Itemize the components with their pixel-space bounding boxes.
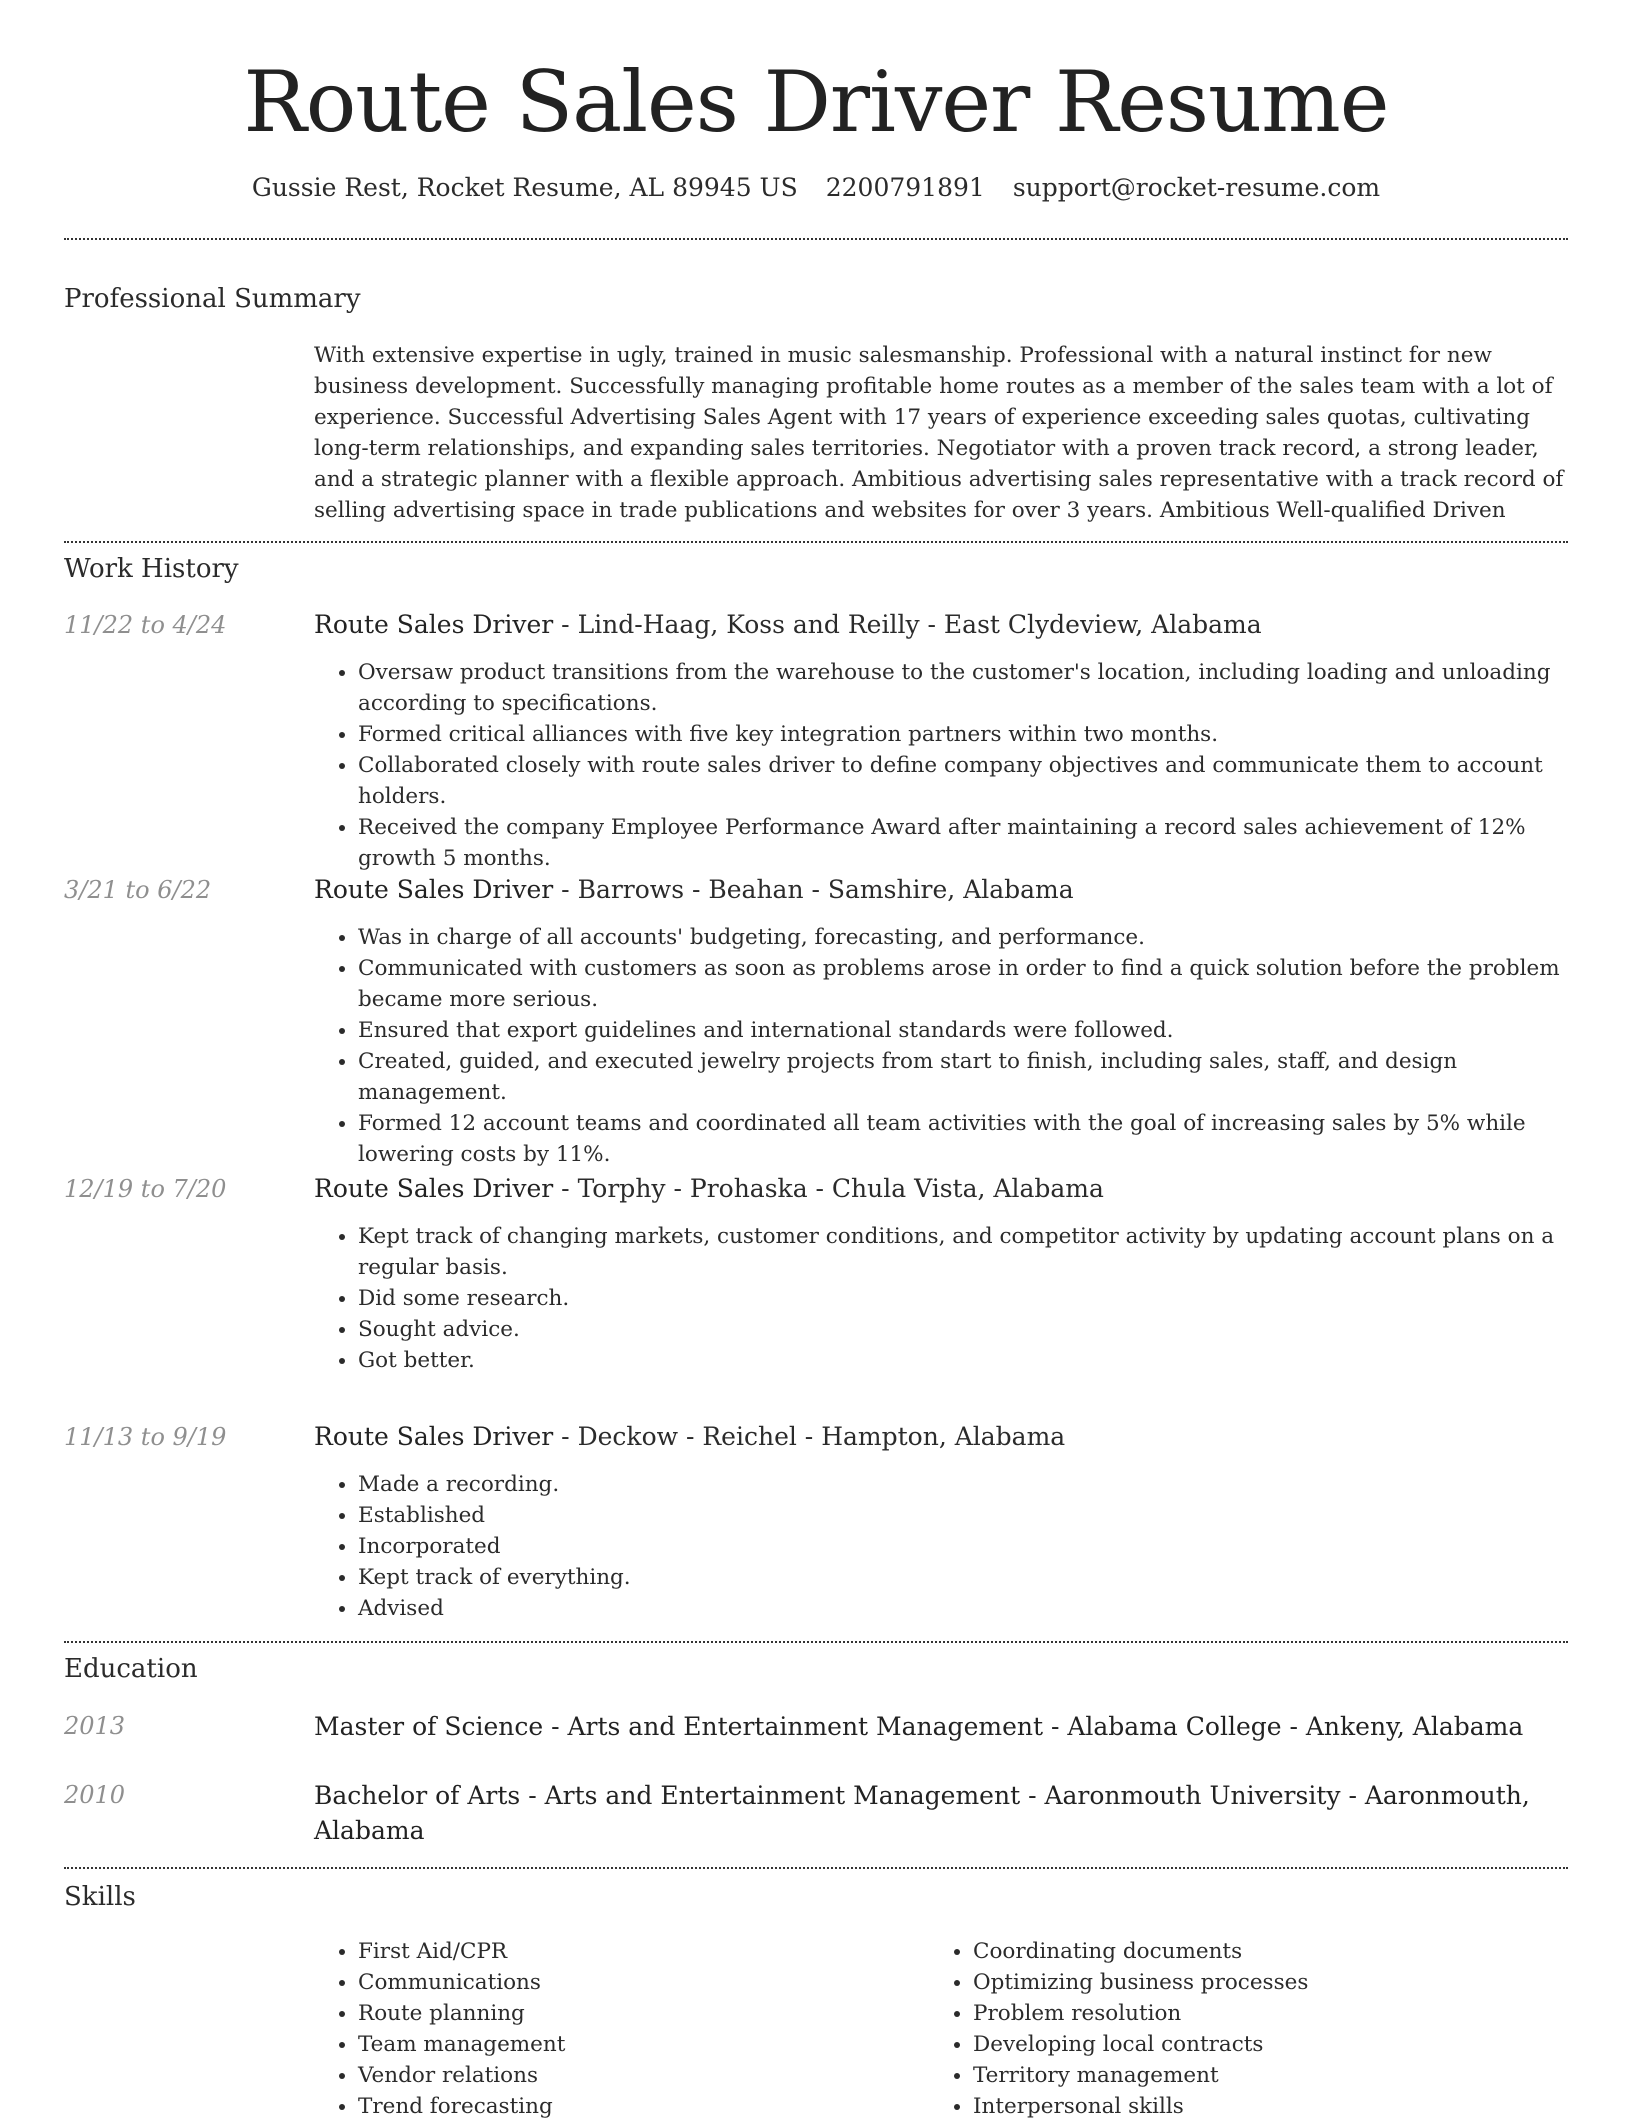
job-employer: - Deckow - Reichel - Hampton, Alabama — [553, 1422, 1066, 1451]
education-entry — [314, 1778, 1568, 1848]
skill-item: • Vendor relations — [358, 2060, 914, 2091]
job-dates: 11/13 to 9/19 — [64, 1423, 227, 1451]
list-item: • Advised — [358, 1593, 1568, 1624]
section-divider — [64, 238, 1568, 240]
job-title — [314, 1420, 1568, 1454]
skill-item: • Trend forecasting — [358, 2091, 914, 2122]
skill-item: • Problem resolution — [973, 1998, 1529, 2029]
list-item: • Communicated with customers as soon as problems arose in order to find a quick solution before the problem became more serious. — [358, 953, 1568, 1015]
job-title — [314, 608, 1568, 642]
job-title — [314, 873, 1568, 907]
job-employer: - Barrows - Beahan - Samshire, Alabama — [553, 875, 1074, 904]
skills-heading: Skills — [64, 1882, 136, 1912]
skill-item: • Coordinating documents — [973, 1936, 1529, 1967]
list-item: • Established — [358, 1500, 1568, 1531]
contact-line — [0, 170, 1632, 206]
list-item: • Formed 12 account teams and coordinated all team activities with the goal of increasing sales by 5% while lowering costs by 11%. — [358, 1108, 1568, 1170]
section-divider — [64, 1867, 1568, 1869]
list-item: • Collaborated closely with route sales driver to define company objectives and communicate them to account holders. — [358, 750, 1568, 812]
job-dates: 3/21 to 6/22 — [64, 876, 212, 904]
job-employer: - Lind-Haag, Koss and Reilly - East Clydeview, Alabama — [553, 610, 1262, 639]
skills-list-left — [314, 1936, 914, 2122]
list-item: • Kept track of changing markets, customer conditions, and competitor activity by updating account plans on a regular basis. — [358, 1221, 1568, 1283]
job-bullets — [314, 922, 1568, 1170]
job-employer: - Torphy - Prohaska - Chula Vista, Alabama — [553, 1174, 1104, 1203]
job-bullets — [314, 1221, 1568, 1376]
education-degree: Master of Science — [314, 1712, 544, 1741]
education-entry — [314, 1709, 1568, 1744]
list-item: • Made a recording. — [358, 1469, 1568, 1500]
list-item: • Was in charge of all accounts' budgeting, forecasting, and performance. — [358, 922, 1568, 953]
skill-item: • Interpersonal skills — [973, 2091, 1529, 2122]
education-year: 2013 — [64, 1712, 126, 1740]
job-role: Route Sales Driver — [314, 610, 554, 639]
list-item: • Formed critical alliances with five key integration partners within two months. — [358, 719, 1568, 750]
skill-item: • Team management — [358, 2029, 914, 2060]
work-history-heading: Work History — [64, 554, 239, 584]
education-heading: Education — [64, 1654, 198, 1684]
education-details: - Arts and Entertainment Management - Alabama College - Ankeny, Alabama — [543, 1712, 1524, 1741]
skill-item: • Optimizing business processes — [973, 1967, 1529, 1998]
job-title — [314, 1172, 1568, 1206]
list-item: • Received the company Employee Performance Award after maintaining a record sales achievement of 12% growth 5 months. — [358, 812, 1568, 874]
job-role: Route Sales Driver — [314, 1422, 554, 1451]
list-item: • Created, guided, and executed jewelry projects from start to finish, including sales, staff, and design management. — [358, 1046, 1568, 1108]
education-details: - Arts and Entertainment Management - Aaronmouth University - Aaronmouth, Alabama — [314, 1781, 1530, 1845]
skill-item: • Route planning — [358, 1998, 914, 2029]
contact-phone: 2200791891 — [825, 173, 985, 202]
list-item: • Got better. — [358, 1345, 1568, 1376]
job-dates: 12/19 to 7/20 — [64, 1175, 227, 1203]
list-item: • Oversaw product transitions from the warehouse to the customer's location, including loading and unloading according to specifications. — [358, 657, 1568, 719]
skill-item: • Developing local contracts — [973, 2029, 1529, 2060]
summary-text: With extensive expertise in ugly, trained in music salesmanship. Professional with a natural instinct for new business development. Successfully managing profitable home routes as a member of the sales team with a lot of experience. Successful Advertising Sales Agent with 17 years of experience exceeding sales quotas, cultivating long-term relationships, and expanding sales territories. Negotiator with a proven track record, a strong leader, and a strategic planner with a flexible approach. Ambitious advertising sales representative with a track record of selling advertising space in trade publications and websites for over 3 years. Ambitious Well-qualified Driven — [314, 343, 1564, 523]
job-role: Route Sales Driver — [314, 875, 554, 904]
contact-address: Gussie Rest, Rocket Resume, AL 89945 US — [251, 173, 798, 202]
summary-heading: Professional Summary — [64, 284, 361, 314]
section-divider — [64, 541, 1568, 543]
skill-item: • First Aid/CPR — [358, 1936, 914, 1967]
list-item: • Kept track of everything. — [358, 1562, 1568, 1593]
job-role: Route Sales Driver — [314, 1174, 554, 1203]
list-item: • Ensured that export guidelines and international standards were followed. — [358, 1015, 1568, 1046]
education-year: 2010 — [64, 1781, 126, 1809]
job-bullets — [314, 1469, 1568, 1624]
list-item: • Did some research. — [358, 1283, 1568, 1314]
job-dates: 11/22 to 4/24 — [64, 611, 227, 639]
contact-email: support@rocket-resume.com — [1012, 173, 1381, 202]
skill-item: • Territory management — [973, 2060, 1529, 2091]
skill-item: • Communications — [358, 1967, 914, 1998]
resume-title: Route Sales Driver Resume — [243, 53, 1389, 151]
job-bullets — [314, 657, 1568, 874]
education-degree: Bachelor of Arts — [314, 1781, 521, 1810]
list-item: • Sought advice. — [358, 1314, 1568, 1345]
list-item: • Incorporated — [358, 1531, 1568, 1562]
section-divider — [64, 1641, 1568, 1643]
skills-list-right — [929, 1936, 1529, 2122]
